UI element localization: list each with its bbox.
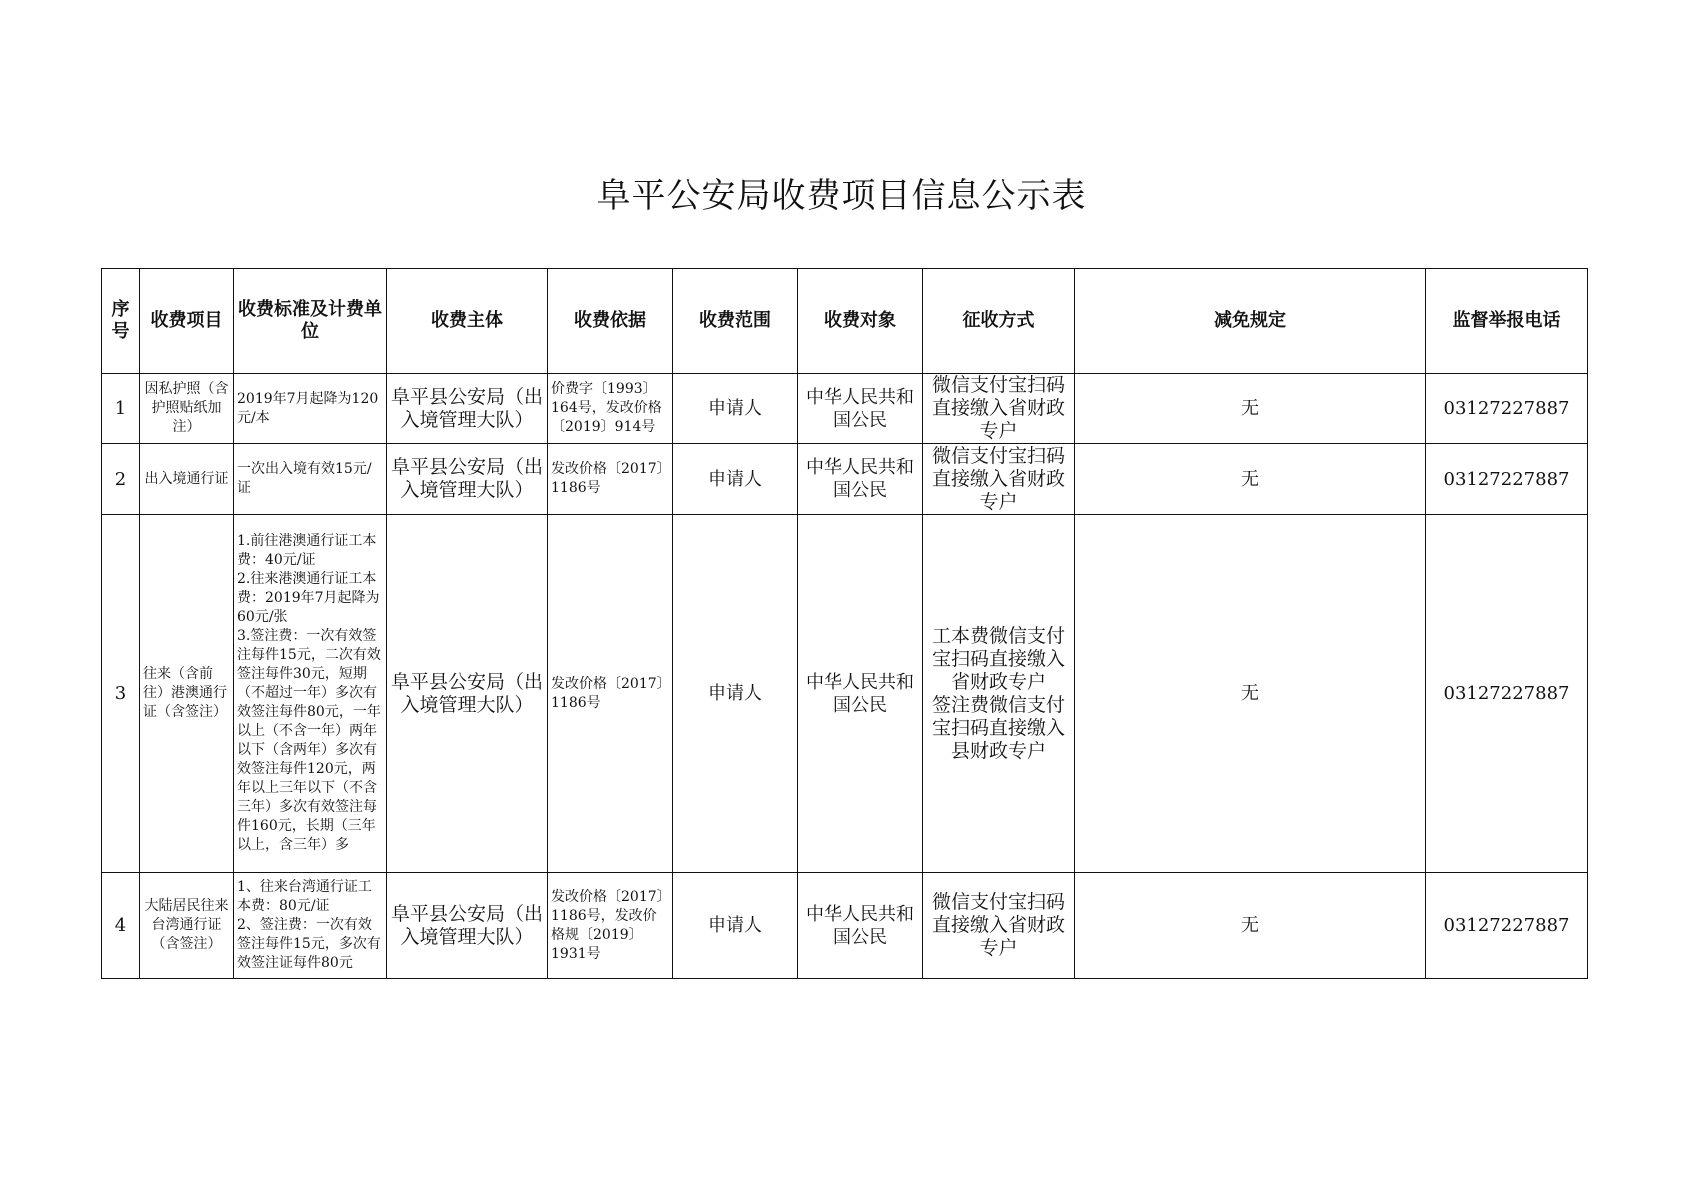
report-phone: 03127227887 [1426,444,1588,515]
fee-scope: 申请人 [673,515,798,873]
report-phone: 03127227887 [1426,374,1588,444]
fee-standard: 1.前往港澳通行证工本费：40元/证 2.往来港澳通行证工本费：2019年7月起降为60元/张 3.签注费：一次有效签注每件15元，二次有效签注每件30元，短期（不超过一年）多次有效签注每件80元，一年以上（不含一年）两年以下（含两年）多次有效签注每件120元，两年以上三年以下（不含三年）多次有效签注每件160元，长期（三年以上，含三年）多 [237,533,381,853]
header-cell: 序号 [102,269,140,374]
exemption: 无 [1075,444,1426,515]
fee-target: 中华人民共和国公民 [798,374,923,444]
fee-subject: 阜平县公安局（出入境管理大队） [387,374,548,444]
fee-standard: 一次出入境有效15元/证 [234,444,387,515]
collection-method: 工本费微信支付宝扫码直接缴入省财政专户 签注费微信支付宝扫码直接缴入县财政专户 [923,515,1075,873]
table-row [102,515,1588,873]
fee-scope: 申请人 [673,873,798,979]
table-row [102,374,1588,444]
exemption: 无 [1075,515,1426,873]
fee-basis: 发改价格〔2017〕1186号 [548,444,673,515]
fee-target: 中华人民共和国公民 [798,444,923,515]
page-title: 阜平公安局收费项目信息公示表 [596,176,1087,216]
fee-target: 中华人民共和国公民 [798,515,923,873]
fee-subject: 阜平县公安局（出入境管理大队） [387,873,548,979]
fee-standard: 2019年7月起降为120元/本 [234,374,387,444]
row-number: 2 [102,444,140,515]
header-row [102,269,1588,374]
exemption: 无 [1075,374,1426,444]
table-row [102,444,1588,515]
report-phone: 03127227887 [1426,515,1588,873]
exemption: 无 [1075,873,1426,979]
row-number: 4 [102,873,140,979]
fee-scope: 申请人 [673,374,798,444]
fee-subject: 阜平县公安局（出入境管理大队） [387,444,548,515]
report-phone: 03127227887 [1426,873,1588,979]
fee-item: 因私护照（含护照贴纸加注） [140,374,234,444]
header-cell: 收费项目 [140,269,234,374]
row-number: 3 [102,515,140,873]
header-cell: 征收方式 [923,269,1075,374]
fee-standard: 1、往来台湾通行证工本费：80元/证 2、签注费：一次有效签注每件15元，多次有效签注证每件80元 [237,879,381,971]
header-cell: 收费标准及计费单位 [234,269,387,374]
collection-method: 微信支付宝扫码直接缴入省财政专户 [923,873,1075,979]
header-cell: 收费范围 [673,269,798,374]
table-row [102,873,1588,979]
fee-basis: 价费字〔1993〕164号，发改价格〔2019〕914号 [548,374,673,444]
header-cell: 收费对象 [798,269,923,374]
fee-standard-cell [234,515,387,873]
fee-standard-cell [234,873,387,979]
fee-item: 往来（含前往）港澳通行证（含签注） [140,515,234,873]
header-cell: 收费依据 [548,269,673,374]
fee-subject: 阜平县公安局（出入境管理大队） [387,515,548,873]
fee-basis: 发改价格〔2017〕1186号，发改价格规〔2019〕1931号 [548,873,673,979]
collection-method: 微信支付宝扫码直接缴入省财政专户 [923,444,1075,515]
fee-basis: 发改价格〔2017〕1186号 [548,515,673,873]
header-cell: 减免规定 [1075,269,1426,374]
fee-item: 出入境通行证 [140,444,234,515]
fee-scope: 申请人 [673,444,798,515]
header-cell: 收费主体 [387,269,548,374]
fee-item: 大陆居民往来台湾通行证（含签注） [140,873,234,979]
collection-method: 微信支付宝扫码直接缴入省财政专户 [923,374,1075,444]
header-cell: 监督举报电话 [1426,269,1588,374]
fee-target: 中华人民共和国公民 [798,873,923,979]
row-number: 1 [102,374,140,444]
fee-table [101,268,1588,979]
